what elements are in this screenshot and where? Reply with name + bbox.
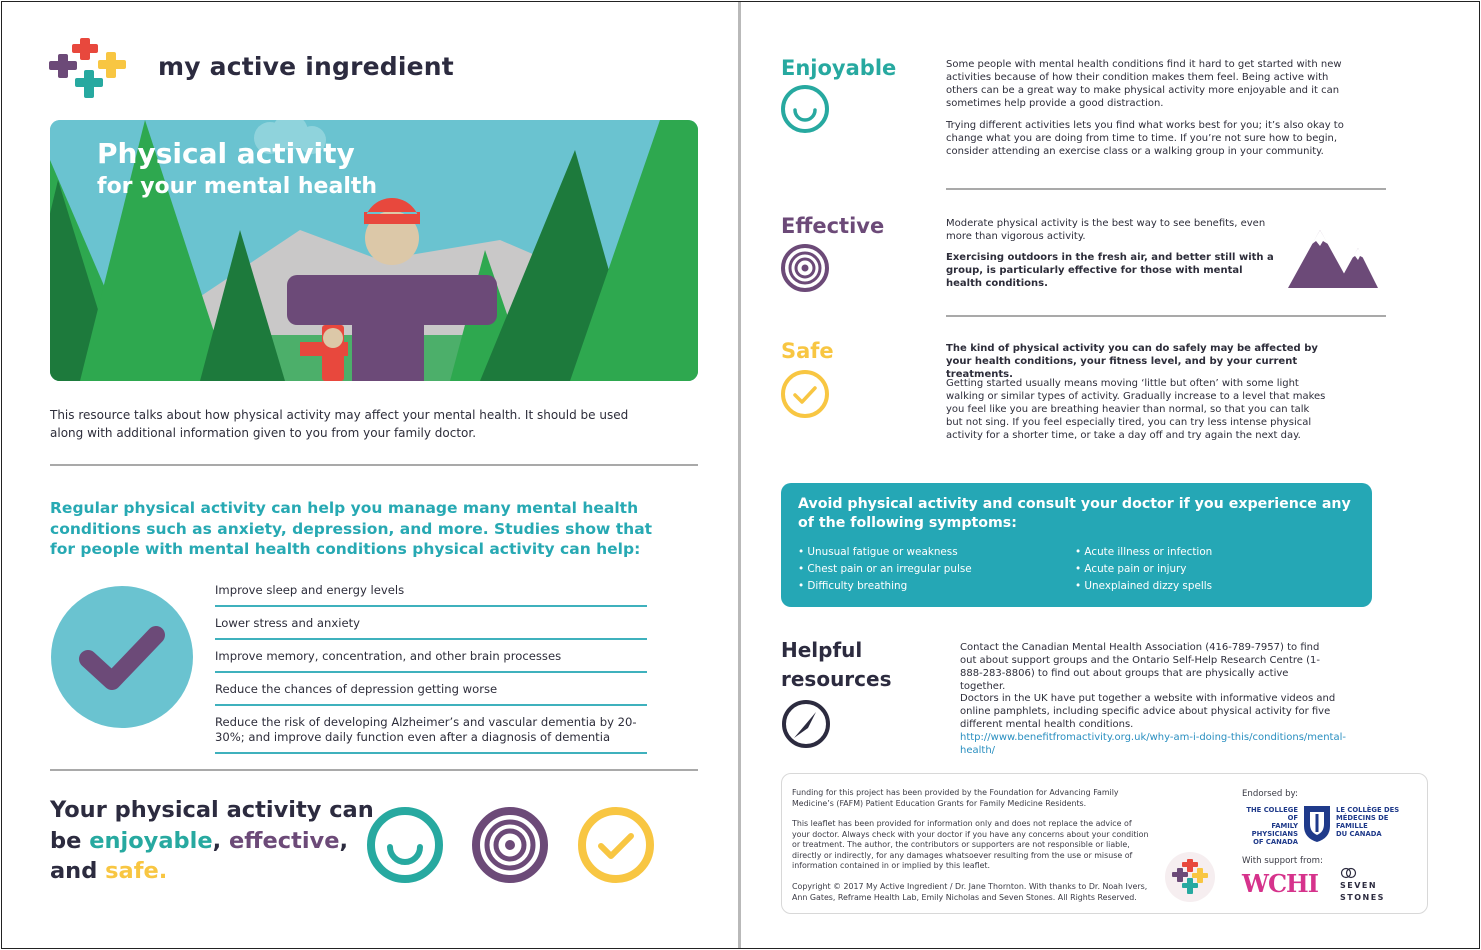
cfpc-crest-icon xyxy=(1302,804,1332,844)
symptoms-column-1 xyxy=(798,544,972,595)
resources-title-line-2: resources xyxy=(781,667,892,691)
seven-stones-name xyxy=(1340,880,1385,904)
page-divider xyxy=(738,2,741,948)
symptom-item: • Unusual fatigue or weakness xyxy=(798,546,958,558)
enjoyable-title: Enjoyable xyxy=(781,56,897,80)
left-divider-2 xyxy=(50,769,698,771)
intro-text: This resource talks about how physical activity may affect your mental health. It should be used along with additional information given to you from your family doctor. xyxy=(50,408,629,440)
benefit-item: Lower stress and anxiety xyxy=(215,607,647,640)
cfpc-fr-line: DU CANADA xyxy=(1336,830,1382,838)
resources-title xyxy=(781,636,892,694)
summary-line-1: Your physical activity can xyxy=(50,797,374,823)
symptom-item: • Acute pain or injury xyxy=(1075,563,1187,575)
cfpc-french-name xyxy=(1336,806,1406,838)
effective-title: Effective xyxy=(781,214,885,238)
benefit-item: Improve memory, concentration, and other brain processes xyxy=(215,640,647,673)
smile-icon xyxy=(780,84,830,134)
seven-stones-line: STONES xyxy=(1340,893,1385,902)
enjoyable-paragraph-1: Some people with mental health conditions find it hard to get started with new activities because of how their condition makes them feel. Being active with others can be a great way to make physical activity more enjoyable and it can sometimes help provide a good distraction. xyxy=(946,59,1342,109)
benefit-item: Reduce the risk of developing Alzheimer’s and vascular dementia by 20-30%; and improve daily function even after a diagnosis of dementia xyxy=(215,706,647,754)
summary-safe: safe xyxy=(105,858,159,884)
compass-icon xyxy=(780,698,832,750)
effective-paragraph-2: Exercising outdoors in the fresh air, and better still with a group, is particularly effective for those with mental health conditions. xyxy=(946,252,1274,289)
mountains-icon xyxy=(1288,228,1378,290)
resources-paragraph-2: Doctors in the UK have put together a website with informative videos and online pamphlets, including specific advice about physical activity for five different mental health conditions. xyxy=(960,693,1336,730)
benefit-item: Reduce the chances of depression getting worse xyxy=(215,673,647,706)
summary-enjoyable: enjoyable xyxy=(89,827,213,854)
brand-logo-icon xyxy=(48,36,132,100)
right-divider-2 xyxy=(946,315,1386,317)
target-circle-icon xyxy=(471,806,549,884)
cfpc-en-line: FAMILY PHYSICIANS xyxy=(1251,822,1298,838)
benefits-headline: Regular physical activity can help you manage many mental health conditions such as anxiety, depression, and more. Studies show that for people with mental health conditions physical activity can help: xyxy=(50,499,653,558)
symptom-item: • Difficulty breathing xyxy=(798,580,908,592)
right-divider-1 xyxy=(946,188,1386,190)
footer-disclaimer: This leaflet has been provided for information only and does not replace the advice of your doctor. Always check with your doctor if you have any concerns about your condition or treatment. The author, the contributors or supporters are not responsible or liable, directly or indirectly, for any damages whatsoever resulting from the use or misuse of information contained in or implied by this leaflet. xyxy=(792,819,1149,871)
seven-stones-logo-icon xyxy=(1340,867,1358,879)
footer-funding: Funding for this project has been provided by the Foundation for Advancing Family Medicine’s (FAFM) Patient Education Grants for Family Medicine Residents. xyxy=(792,788,1119,808)
benefits-list xyxy=(215,580,647,754)
symptoms-title: Avoid physical activity and consult your doctor if you experience any of the following symptoms: xyxy=(798,496,1351,531)
support-from-label: With support from: xyxy=(1242,856,1323,866)
effective-paragraph-1: Moderate physical activity is the best way to see benefits, even more than vigorous activity. xyxy=(946,218,1266,242)
wchi-logo: WCHI xyxy=(1242,869,1318,898)
target-icon xyxy=(780,243,830,293)
enjoyable-paragraph-2: Trying different activities lets you find what works best for you; it’s also okay to change what you are doing from time to time. If you’re not sure how to begin, consider attending an exercise class or a walking group in your community. xyxy=(946,120,1344,157)
cfpc-english-name xyxy=(1240,806,1298,846)
resources-paragraph-1: Contact the Canadian Mental Health Association (416-789-7957) to find out about support groups and the Ontario Self-Help Research Centre (1-888-283-8806) to find out about groups that are physically active together. xyxy=(960,642,1320,692)
cfpc-en-line: OF CANADA xyxy=(1253,838,1298,846)
check-circle-icon xyxy=(577,806,655,884)
endorsed-by-label: Endorsed by: xyxy=(1242,789,1298,799)
symptom-item: • Acute illness or infection xyxy=(1075,546,1213,558)
summary-statement xyxy=(50,795,374,887)
summary-and: and xyxy=(50,858,106,884)
summary-period: . xyxy=(158,858,168,884)
check-icon xyxy=(780,369,830,419)
safe-paragraph-1: The kind of physical activity you can do safely may be affected by your health conditions, your fitness level, and by your current treatments. xyxy=(946,343,1318,380)
cfpc-fr-line: MÉDECINS DE FAMILLE xyxy=(1336,814,1389,830)
symptom-item: • Chest pain or an irregular pulse xyxy=(798,563,972,575)
summary-line-2 xyxy=(50,826,374,857)
smile-circle-icon xyxy=(366,806,444,884)
safe-title: Safe xyxy=(781,339,834,363)
seven-stones-line: SEVEN xyxy=(1340,881,1378,890)
summary-be: be xyxy=(50,827,90,854)
brand-logo-small-icon xyxy=(1164,851,1216,903)
safe-paragraph-2: Getting started usually means moving ‘little but often’ with some light walking or similar types of activity. Gradually increase to a level that makes you feel like you are breathing heavier than normal, so that you can talk but not sing. If you feel especially tired, you can try less intense physical activity for a shorter time, or take a day off and try again the next day. xyxy=(946,378,1326,441)
symptoms-column-2 xyxy=(1075,544,1212,595)
resources-link[interactable]: http://www.benefitfromactivity.org.uk/why-am-i-doing-this/conditions/mental-health/ xyxy=(960,732,1346,756)
benefit-item: Improve sleep and energy levels xyxy=(215,580,647,607)
brand-name: my active ingredient xyxy=(158,52,454,81)
cfpc-fr-line: LE COLLÈGE DES xyxy=(1336,806,1400,814)
summary-effective: effective xyxy=(228,827,340,854)
cfpc-en-line: THE COLLEGE OF xyxy=(1246,806,1298,822)
summary-comma: , xyxy=(212,827,229,854)
left-divider-1 xyxy=(50,464,698,466)
footer-copyright: Copyright © 2017 My Active Ingredient / Dr. Jane Thornton. With thanks to Dr. Noah Ivers, Ann Gates, Reframe Health Lab, Emily Nicholas and Seven Stones. All Rights Reserved. xyxy=(792,882,1148,902)
symptom-item: • Unexplained dizzy spells xyxy=(1075,580,1213,592)
checkmark-circle-icon xyxy=(50,585,194,729)
hero-title: Physical activity xyxy=(97,137,355,170)
resources-title-line-1: Helpful xyxy=(781,638,863,662)
summary-comma: , xyxy=(339,827,349,854)
summary-line-3 xyxy=(50,856,374,887)
hero-subtitle: for your mental health xyxy=(97,174,378,199)
